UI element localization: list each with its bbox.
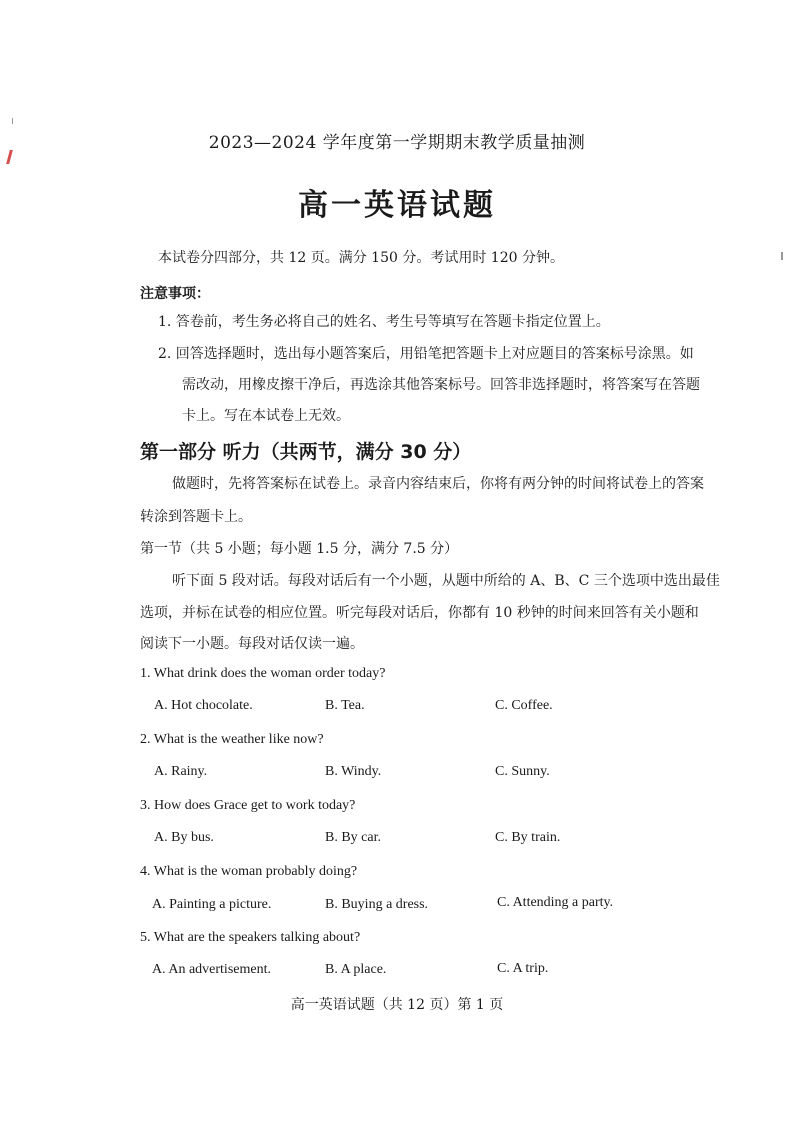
question-4-option-b: B. Buying a dress. [325, 897, 429, 912]
part1-instructions-line: 转涂到答题卡上。 [140, 509, 252, 525]
question-4-option-a: A. Painting a picture. [152, 897, 272, 912]
page-footer: 高一英语试题（共 12 页）第 1 页 [290, 997, 504, 1013]
section1-instructions-line: 听下面 5 段对话。每段对话后有一个小题，从题中所给的 A、B、C 三个选项中选出最佳 [172, 573, 720, 589]
section1-instructions-line: 阅读下一小题。每段对话仅读一遍。 [140, 636, 364, 652]
notice-item-2-cont: 卡上。写在本试卷上无效。 [182, 408, 350, 424]
question-4-option-c: C. Attending a party. [497, 895, 614, 910]
question-1-option-b: B. Tea. [325, 698, 365, 713]
notice-label: 注意事项： [140, 286, 210, 302]
scan-mark [781, 252, 783, 260]
question-3-option-a: A. By bus. [154, 830, 214, 845]
part1-title: 第一部分 听力（共两节，满分 30 分） [140, 441, 472, 463]
section1-instructions-line: 选项，并标在试卷的相应位置。听完每段对话后，你都有 10 秒钟的时间来回答有关小题和 [140, 605, 699, 621]
question-5-option-b: B. A place. [325, 962, 387, 977]
notice-item-2-cont: 需改动，用橡皮擦干净后，再选涂其他答案标号。回答非选择题时，将答案写在答题 [182, 377, 700, 393]
question-5-option-c: C. A trip. [497, 961, 549, 976]
question-3-option-b: B. By car. [325, 830, 381, 845]
question-1-option-a: A. Hot chocolate. [154, 698, 253, 713]
question-2: 2. What is the weather like now? [140, 732, 324, 747]
notice-item-2: 2. 回答选择题时，选出每小题答案后，用铅笔把答题卡上对应题目的答案标号涂黑。如 [158, 346, 694, 362]
question-1: 1. What drink does the woman order today? [140, 666, 386, 681]
question-1-option-c: C. Coffee. [495, 698, 553, 713]
question-5-option-a: A. An advertisement. [152, 962, 271, 977]
scan-mark [12, 118, 13, 124]
question-2-option-a: A. Rainy. [154, 764, 208, 779]
section1-title: 第一节（共 5 小题；每小题 1.5 分，满分 7.5 分） [140, 541, 459, 557]
notice-item-1: 1. 答卷前，考生务必将自己的姓名、考生号等填写在答题卡指定位置上。 [158, 314, 610, 330]
question-4: 4. What is the woman probably doing? [140, 864, 358, 879]
question-3-option-c: C. By train. [495, 830, 561, 845]
intro-text: 本试卷分四部分，共 12 页。满分 150 分。考试用时 120 分钟。 [158, 250, 564, 266]
question-2-option-c: C. Sunny. [495, 764, 550, 779]
exam-header: 2023—2024 学年度第一学期期末教学质量抽测 [208, 133, 586, 153]
question-2-option-b: B. Windy. [325, 764, 382, 779]
question-3: 3. How does Grace get to work today? [140, 798, 356, 813]
exam-title: 高一英语试题 [298, 188, 496, 223]
part1-instructions-line: 做题时，先将答案标在试卷上。录音内容结束后，你将有两分钟的时间将试卷上的答案 [172, 476, 704, 492]
question-5: 5. What are the speakers talking about? [140, 930, 361, 945]
